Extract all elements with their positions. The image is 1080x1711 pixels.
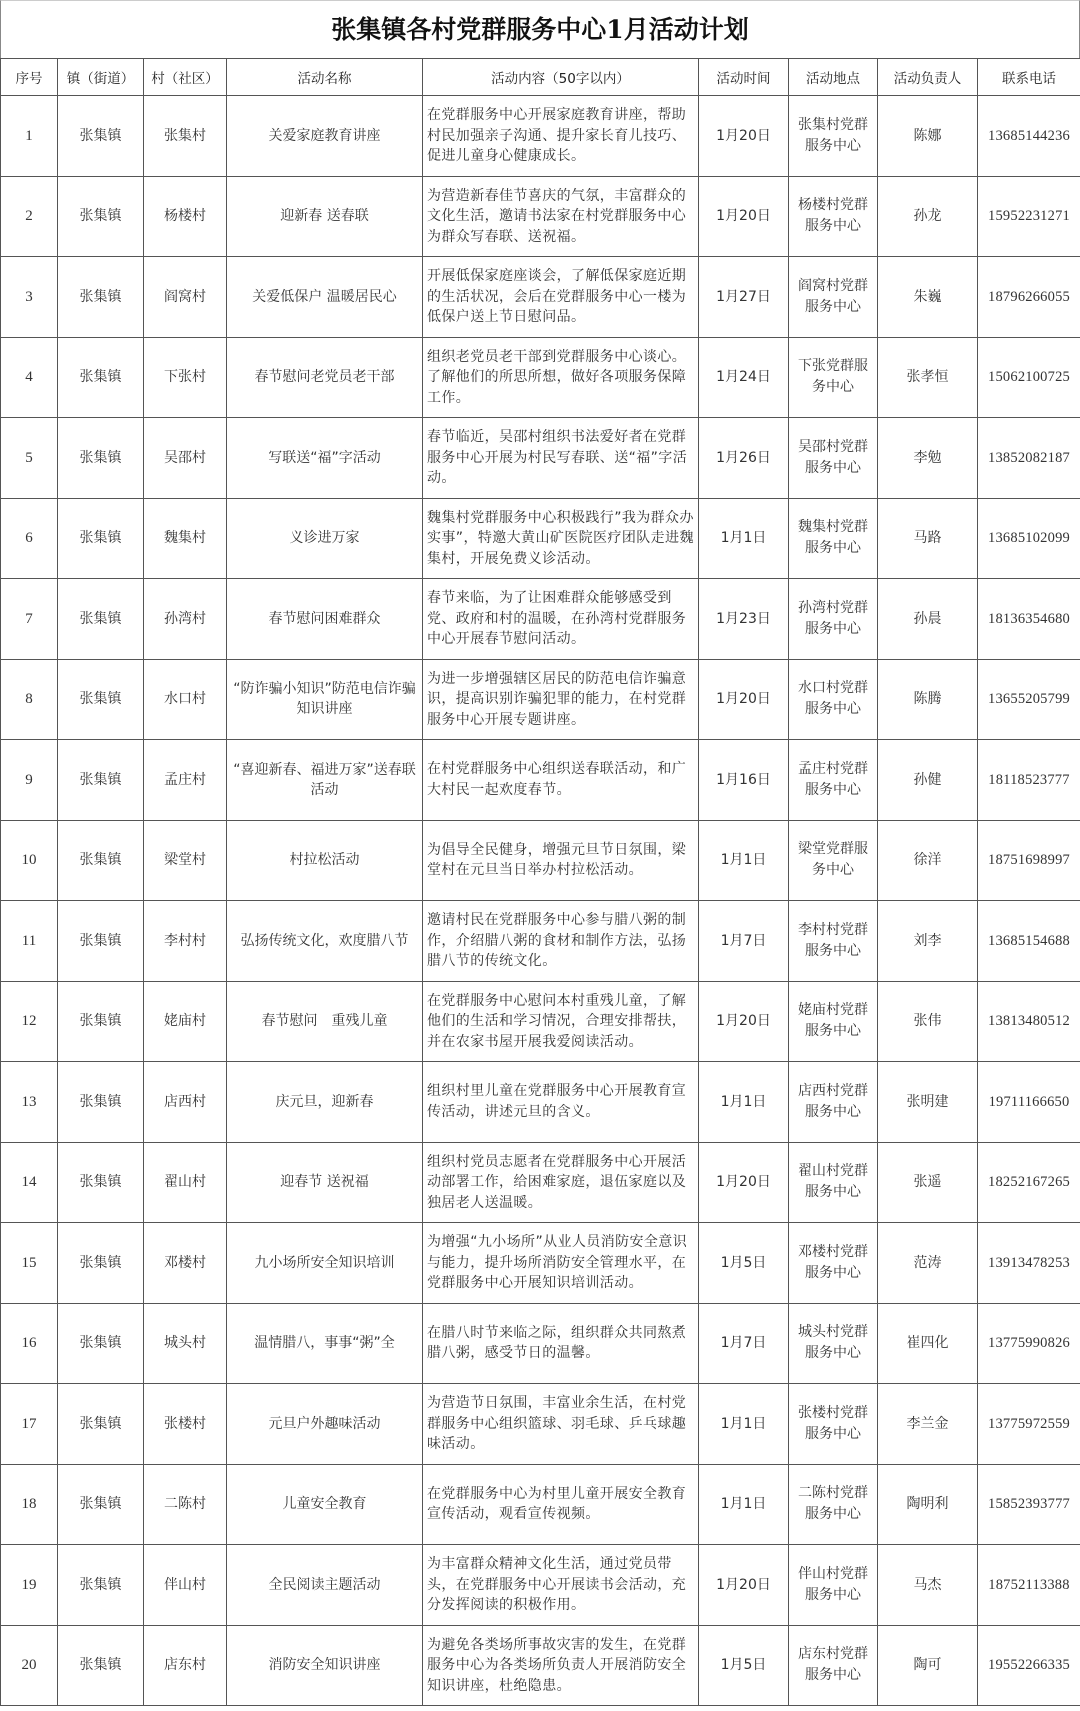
row-activity-date: 1月20日 [699, 1142, 789, 1223]
row-activity-content: 组织村党员志愿者在党群服务中心开展活动部署工作，给困难家庭，退伍家庭以及独居老人送温暖。 [423, 1142, 699, 1223]
row-activity-location: 孟庄村党群服务中心 [789, 740, 878, 821]
row-index: 13 [1, 1062, 58, 1143]
row-village: 杨楼村 [144, 176, 227, 257]
table-row [1, 1464, 1080, 1545]
row-town: 张集镇 [58, 1464, 144, 1545]
row-phone: 18796266055 [978, 257, 1080, 338]
row-village: 阎窝村 [144, 257, 227, 338]
row-index: 15 [1, 1223, 58, 1304]
row-index: 11 [1, 901, 58, 982]
row-activity-date: 1月7日 [699, 1303, 789, 1384]
row-activity-name: 九小场所安全知识培训 [227, 1223, 423, 1304]
table-body [1, 96, 1080, 1706]
row-activity-name: 元旦户外趣味活动 [227, 1384, 423, 1465]
row-phone: 15062100725 [978, 337, 1080, 418]
row-index: 10 [1, 820, 58, 901]
row-town: 张集镇 [58, 1545, 144, 1626]
row-phone: 15852393777 [978, 1464, 1080, 1545]
row-village: 下张村 [144, 337, 227, 418]
row-activity-location: 店东村党群服务中心 [789, 1625, 878, 1706]
row-activity-content: 在腊八时节来临之际，组织群众共同熬煮腊八粥，感受节日的温馨。 [423, 1303, 699, 1384]
header-activity-date: 活动时间 [699, 59, 789, 96]
row-activity-location: 城头村党群服务中心 [789, 1303, 878, 1384]
row-index: 12 [1, 981, 58, 1062]
row-activity-name: 迎新春 送春联 [227, 176, 423, 257]
row-village: 张楼村 [144, 1384, 227, 1465]
table-row [1, 1384, 1080, 1465]
row-activity-content: 为倡导全民健身，增强元旦节日氛围，梁堂村在元旦当日举办村拉松活动。 [423, 820, 699, 901]
row-town: 张集镇 [58, 1384, 144, 1465]
table-row [1, 1625, 1080, 1706]
table-row [1, 981, 1080, 1062]
header-activity-content: 活动内容（50字以内） [423, 59, 699, 96]
table-row [1, 1303, 1080, 1384]
row-activity-leader: 陶可 [878, 1625, 978, 1706]
row-activity-location: 魏集村党群服务中心 [789, 498, 878, 579]
table-row [1, 96, 1080, 177]
row-phone: 13685144236 [978, 96, 1080, 177]
row-activity-date: 1月5日 [699, 1625, 789, 1706]
row-village: 城头村 [144, 1303, 227, 1384]
row-activity-leader: 陶明利 [878, 1464, 978, 1545]
row-activity-content: 组织村里儿童在党群服务中心开展教育宣传活动，讲述元旦的含义。 [423, 1062, 699, 1143]
row-town: 张集镇 [58, 176, 144, 257]
table-row [1, 579, 1080, 660]
row-activity-date: 1月1日 [699, 820, 789, 901]
row-activity-name: 迎春节 送祝福 [227, 1142, 423, 1223]
row-activity-name: “喜迎新春、福进万家”送春联活动 [227, 740, 423, 821]
row-phone: 18136354680 [978, 579, 1080, 660]
row-town: 张集镇 [58, 1303, 144, 1384]
row-activity-date: 1月1日 [699, 498, 789, 579]
row-activity-leader: 张伟 [878, 981, 978, 1062]
row-index: 9 [1, 740, 58, 821]
row-activity-content: 为丰富群众精神文化生活，通过党员带头，在党群服务中心开展读书会活动，充分发挥阅读的积极作用。 [423, 1545, 699, 1626]
table-row [1, 659, 1080, 740]
row-index: 7 [1, 579, 58, 660]
row-activity-location: 下张党群服务中心 [789, 337, 878, 418]
row-phone: 13775972559 [978, 1384, 1080, 1465]
row-activity-date: 1月1日 [699, 1384, 789, 1465]
row-activity-leader: 陈腾 [878, 659, 978, 740]
row-activity-leader: 张遥 [878, 1142, 978, 1223]
row-village: 梁堂村 [144, 820, 227, 901]
row-activity-date: 1月20日 [699, 1545, 789, 1626]
row-activity-leader: 孙龙 [878, 176, 978, 257]
row-phone: 19552266335 [978, 1625, 1080, 1706]
row-activity-location: 李村村党群服务中心 [789, 901, 878, 982]
row-activity-date: 1月1日 [699, 1062, 789, 1143]
row-activity-content: 组织老党员老干部到党群服务中心谈心。了解他们的所思所想，做好各项服务保障工作。 [423, 337, 699, 418]
table-row [1, 1142, 1080, 1223]
row-activity-name: 弘扬传统文化，欢度腊八节 [227, 901, 423, 982]
row-phone: 18752113388 [978, 1545, 1080, 1626]
header-index: 序号 [1, 59, 58, 96]
row-activity-content: 在党群服务中心慰问本村重残儿童，了解他们的生活和学习情况，合理安排帮扶，并在农家书屋开展我爱阅读活动。 [423, 981, 699, 1062]
row-index: 8 [1, 659, 58, 740]
row-town: 张集镇 [58, 1062, 144, 1143]
row-activity-leader: 孙健 [878, 740, 978, 821]
row-activity-content: 春节来临，为了让困难群众能够感受到党、政府和村的温暖，在孙湾村党群服务中心开展春节慰问活动。 [423, 579, 699, 660]
table-row [1, 257, 1080, 338]
row-activity-content: 为进一步增强辖区居民的防范电信诈骗意识，提高识别诈骗犯罪的能力，在村党群服务中心开展专题讲座。 [423, 659, 699, 740]
row-index: 14 [1, 1142, 58, 1223]
row-activity-location: 杨楼村党群服务中心 [789, 176, 878, 257]
row-activity-date: 1月20日 [699, 176, 789, 257]
row-village: 孟庄村 [144, 740, 227, 821]
row-activity-name: 义诊进万家 [227, 498, 423, 579]
row-activity-date: 1月20日 [699, 96, 789, 177]
row-index: 5 [1, 418, 58, 499]
table-row [1, 176, 1080, 257]
row-activity-content: 魏集村党群服务中心积极践行”我为群众办实事”，特邀大黄山矿医院医疗团队走进魏集村，开展免费义诊活动。 [423, 498, 699, 579]
table-row [1, 418, 1080, 499]
row-activity-location: 水口村党群服务中心 [789, 659, 878, 740]
row-index: 4 [1, 337, 58, 418]
table-row [1, 498, 1080, 579]
row-village: 店东村 [144, 1625, 227, 1706]
row-village: 姥庙村 [144, 981, 227, 1062]
table-row [1, 1223, 1080, 1304]
row-phone: 13685102099 [978, 498, 1080, 579]
row-town: 张集镇 [58, 740, 144, 821]
row-activity-leader: 马杰 [878, 1545, 978, 1626]
row-activity-location: 梁堂党群服务中心 [789, 820, 878, 901]
row-village: 翟山村 [144, 1142, 227, 1223]
row-phone: 13913478253 [978, 1223, 1080, 1304]
row-activity-location: 阎窝村党群服务中心 [789, 257, 878, 338]
row-activity-name: 庆元旦，迎新春 [227, 1062, 423, 1143]
header-phone: 联系电话 [978, 59, 1080, 96]
row-activity-leader: 范涛 [878, 1223, 978, 1304]
row-phone: 18751698997 [978, 820, 1080, 901]
row-phone: 13655205799 [978, 659, 1080, 740]
row-activity-name: 关爱低保户 温暖居民心 [227, 257, 423, 338]
table-row [1, 820, 1080, 901]
row-index: 17 [1, 1384, 58, 1465]
row-activity-name: 写联送“福”字活动 [227, 418, 423, 499]
row-activity-leader: 张孝恒 [878, 337, 978, 418]
table-row [1, 740, 1080, 821]
row-town: 张集镇 [58, 579, 144, 660]
row-activity-name: 关爱家庭教育讲座 [227, 96, 423, 177]
row-activity-location: 店西村党群服务中心 [789, 1062, 878, 1143]
row-index: 18 [1, 1464, 58, 1545]
row-activity-leader: 徐洋 [878, 820, 978, 901]
row-town: 张集镇 [58, 498, 144, 579]
row-activity-leader: 朱巍 [878, 257, 978, 338]
table-row [1, 1545, 1080, 1626]
row-activity-date: 1月20日 [699, 659, 789, 740]
row-activity-name: 消防安全知识讲座 [227, 1625, 423, 1706]
row-activity-date: 1月26日 [699, 418, 789, 499]
row-activity-name: 村拉松活动 [227, 820, 423, 901]
row-phone: 13813480512 [978, 981, 1080, 1062]
row-town: 张集镇 [58, 257, 144, 338]
row-village: 李村村 [144, 901, 227, 982]
row-index: 20 [1, 1625, 58, 1706]
row-town: 张集镇 [58, 1223, 144, 1304]
row-village: 魏集村 [144, 498, 227, 579]
row-activity-date: 1月1日 [699, 1464, 789, 1545]
row-town: 张集镇 [58, 1625, 144, 1706]
row-activity-leader: 张明建 [878, 1062, 978, 1143]
row-village: 孙湾村 [144, 579, 227, 660]
row-activity-content: 为增强“九小场所”从业人员消防安全意识与能力，提升场所消防安全管理水平，在党群服务中心开展知识培训活动。 [423, 1223, 699, 1304]
row-activity-name: 春节慰问困难群众 [227, 579, 423, 660]
header-activity-name: 活动名称 [227, 59, 423, 96]
row-activity-content: 为营造节日氛围，丰富业余生活，在村党群服务中心组织篮球、羽毛球、乒乓球趣味活动。 [423, 1384, 699, 1465]
row-village: 张集村 [144, 96, 227, 177]
row-town: 张集镇 [58, 901, 144, 982]
row-activity-content: 为营造新春佳节喜庆的气氛，丰富群众的文化生活，邀请书法家在村党群服务中心为群众写春联、送祝福。 [423, 176, 699, 257]
row-town: 张集镇 [58, 1142, 144, 1223]
header-activity-location: 活动地点 [789, 59, 878, 96]
row-activity-date: 1月16日 [699, 740, 789, 821]
row-activity-location: 伴山村党群服务中心 [789, 1545, 878, 1626]
row-activity-content: 开展低保家庭座谈会，了解低保家庭近期的生活状况，会后在党群服务中心一楼为低保户送上节日慰问品。 [423, 257, 699, 338]
row-activity-content: 在村党群服务中心组织送春联活动，和广大村民一起欢度春节。 [423, 740, 699, 821]
activity-plan-table [0, 58, 1080, 1706]
row-town: 张集镇 [58, 659, 144, 740]
row-activity-content: 为避免各类场所事故灾害的发生，在党群服务中心为各类场所负责人开展消防安全知识讲座，杜绝隐患。 [423, 1625, 699, 1706]
row-town: 张集镇 [58, 96, 144, 177]
row-activity-date: 1月5日 [699, 1223, 789, 1304]
row-activity-location: 孙湾村党群服务中心 [789, 579, 878, 660]
row-town: 张集镇 [58, 337, 144, 418]
header-activity-leader: 活动负责人 [878, 59, 978, 96]
row-phone: 13852082187 [978, 418, 1080, 499]
table-row [1, 337, 1080, 418]
row-activity-location: 张楼村党群服务中心 [789, 1384, 878, 1465]
row-activity-date: 1月27日 [699, 257, 789, 338]
row-activity-location: 翟山村党群服务中心 [789, 1142, 878, 1223]
table-row [1, 901, 1080, 982]
row-activity-leader: 马路 [878, 498, 978, 579]
header-row [1, 59, 1080, 96]
row-village: 二陈村 [144, 1464, 227, 1545]
page-title: 张集镇各村党群服务中心1月活动计划 [0, 0, 1080, 58]
row-town: 张集镇 [58, 820, 144, 901]
row-activity-location: 张集村党群服务中心 [789, 96, 878, 177]
row-phone: 19711166650 [978, 1062, 1080, 1143]
row-activity-date: 1月20日 [699, 981, 789, 1062]
row-village: 邓楼村 [144, 1223, 227, 1304]
row-activity-date: 1月24日 [699, 337, 789, 418]
row-village: 水口村 [144, 659, 227, 740]
row-phone: 18118523777 [978, 740, 1080, 821]
row-activity-name: 儿童安全教育 [227, 1464, 423, 1545]
row-activity-name: 温情腊八，事事“粥”全 [227, 1303, 423, 1384]
row-village: 伴山村 [144, 1545, 227, 1626]
row-activity-location: 二陈村党群服务中心 [789, 1464, 878, 1545]
row-index: 2 [1, 176, 58, 257]
row-village: 店西村 [144, 1062, 227, 1143]
row-phone: 15952231271 [978, 176, 1080, 257]
row-activity-leader: 李勉 [878, 418, 978, 499]
row-activity-name: 全民阅读主题活动 [227, 1545, 423, 1626]
row-activity-location: 姥庙村党群服务中心 [789, 981, 878, 1062]
header-village: 村（社区） [144, 59, 227, 96]
row-activity-name: 春节慰问 重残儿童 [227, 981, 423, 1062]
row-index: 6 [1, 498, 58, 579]
row-activity-location: 吴邵村党群服务中心 [789, 418, 878, 499]
row-activity-content: 在党群服务中心为村里儿童开展安全教育宣传活动，观看宣传视频。 [423, 1464, 699, 1545]
row-activity-name: “防诈骗小知识”防范电信诈骗知识讲座 [227, 659, 423, 740]
row-activity-leader: 刘李 [878, 901, 978, 982]
header-town: 镇（街道） [58, 59, 144, 96]
row-activity-date: 1月7日 [699, 901, 789, 982]
row-activity-content: 在党群服务中心开展家庭教育讲座，帮助村民加强亲子沟通、提升家长育儿技巧、促进儿童身心健康成长。 [423, 96, 699, 177]
row-activity-name: 春节慰问老党员老干部 [227, 337, 423, 418]
row-activity-date: 1月23日 [699, 579, 789, 660]
row-activity-location: 邓楼村党群服务中心 [789, 1223, 878, 1304]
row-activity-leader: 崔四化 [878, 1303, 978, 1384]
row-village: 吴邵村 [144, 418, 227, 499]
row-index: 16 [1, 1303, 58, 1384]
row-index: 1 [1, 96, 58, 177]
table-row [1, 1062, 1080, 1143]
row-phone: 13775990826 [978, 1303, 1080, 1384]
row-phone: 13685154688 [978, 901, 1080, 982]
row-activity-leader: 陈娜 [878, 96, 978, 177]
row-activity-leader: 李兰金 [878, 1384, 978, 1465]
row-index: 3 [1, 257, 58, 338]
row-town: 张集镇 [58, 418, 144, 499]
row-activity-leader: 孙晨 [878, 579, 978, 660]
row-index: 19 [1, 1545, 58, 1626]
row-phone: 18252167265 [978, 1142, 1080, 1223]
row-town: 张集镇 [58, 981, 144, 1062]
row-activity-content: 春节临近，吴邵村组织书法爱好者在党群服务中心开展为村民写春联、送“福”字活动。 [423, 418, 699, 499]
row-activity-content: 邀请村民在党群服务中心参与腊八粥的制作，介绍腊八粥的食材和制作方法，弘扬腊八节的传统文化。 [423, 901, 699, 982]
